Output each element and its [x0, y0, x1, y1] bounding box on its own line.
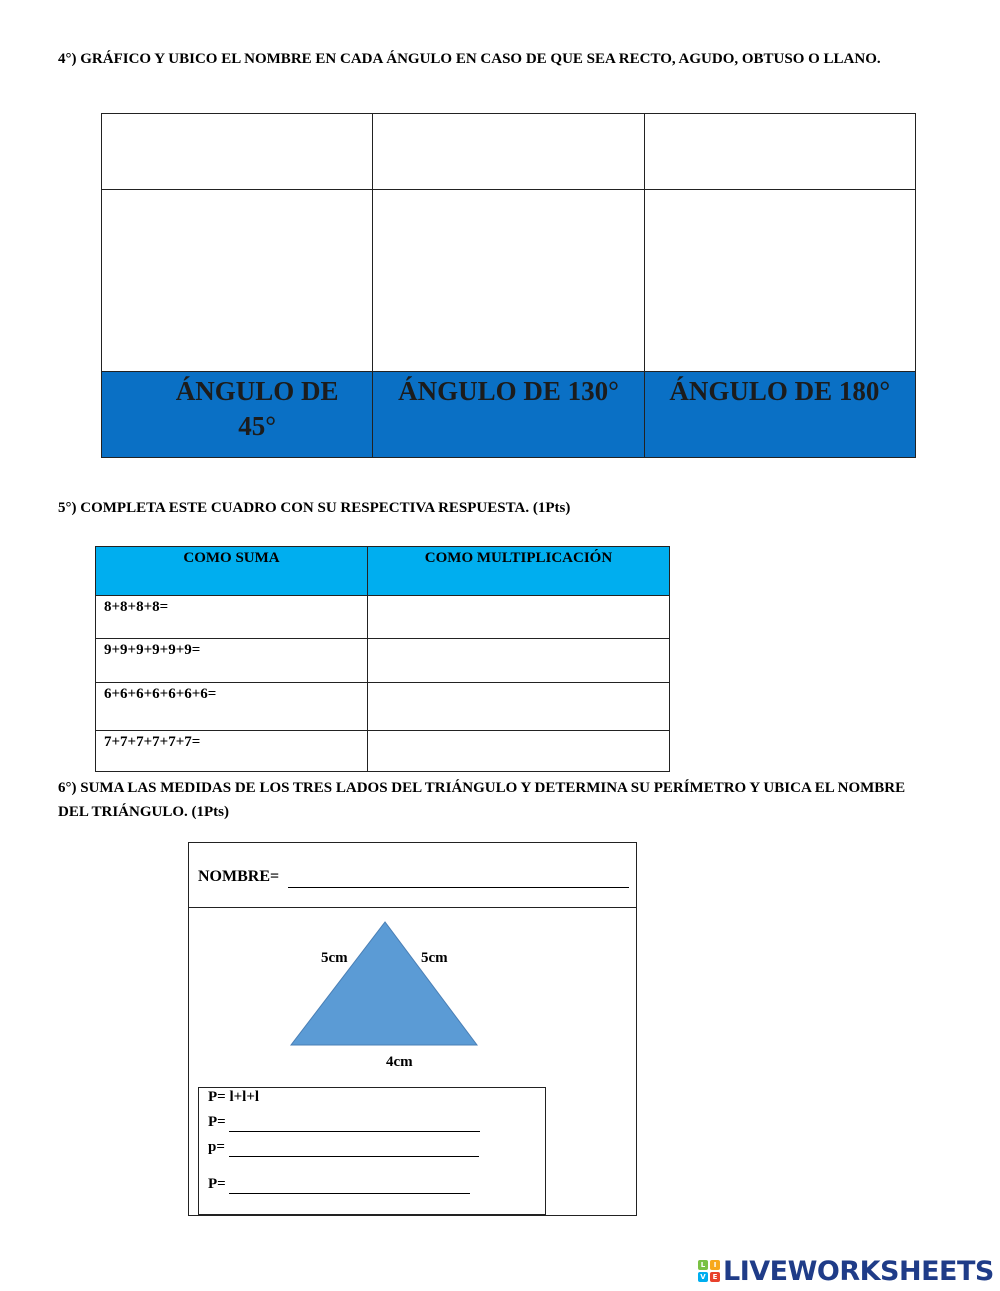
perimeter-line-3[interactable] [229, 1193, 470, 1194]
triangle-figure [189, 843, 638, 1087]
perimeter-line-2-label: p= [208, 1139, 225, 1155]
side-right-label: 5cm [421, 950, 448, 966]
isosceles-triangle [291, 922, 477, 1045]
name-label: NOMBRE= [198, 868, 280, 885]
sum-expression-2: 9+9+9+9+9+9= [96, 639, 368, 683]
perimeter-line-2[interactable] [229, 1156, 479, 1157]
angle-drawing-cell-2[interactable] [373, 190, 644, 372]
angle-cell-top-2[interactable] [373, 114, 644, 190]
perimeter-line-1-label: P= [208, 1114, 226, 1130]
sum-multiplication-table [95, 546, 670, 766]
angle-cell-top-3[interactable] [644, 114, 915, 190]
header-como-suma: COMO SUMA [96, 547, 368, 596]
angle-label-180: ÁNGULO DE 180° [644, 372, 915, 458]
multiplication-answer-2[interactable] [368, 639, 670, 683]
perimeter-formula: P= l+l+l [208, 1089, 260, 1105]
triangle-box [188, 842, 637, 1216]
liveworksheets-logo [698, 1256, 994, 1286]
sum-expression-4: 7+7+7+7+7+7= [96, 731, 368, 772]
sum-expression-3: 6+6+6+6+6+6+6= [96, 683, 368, 731]
angle-drawing-cell-3[interactable] [644, 190, 915, 372]
logo-text: LIVEWORKSHEETS [723, 1255, 994, 1287]
angle-drawing-cell-1[interactable] [102, 190, 373, 372]
header-como-multiplicacion: COMO MULTIPLICACIÓN [368, 547, 670, 596]
perimeter-line-1[interactable] [229, 1131, 480, 1132]
question-6-title: 6°) SUMA LAS MEDIDAS DE LOS TRES LADOS DEL TRIÁNGULO Y DETERMINA SU PERÍMETRO Y UBICA EL NOMBRE DEL TRIÁNGULO. (1Pts) [58, 780, 906, 820]
perimeter-box [198, 1087, 546, 1215]
question-4-title: 4°) GRÁFICO Y UBICO EL NOMBRE EN CADA ÁNGULO EN CASO DE QUE SEA RECTO, AGUDO, OBTUSO O LLANO. [58, 51, 881, 67]
angle-cell-top-1[interactable] [102, 114, 373, 190]
base-label: 4cm [386, 1054, 413, 1070]
angle-table [101, 113, 916, 458]
angle-label-45: ÁNGULO DE 45° [102, 372, 373, 458]
logo-mark-icon: L I V E [698, 1260, 720, 1282]
multiplication-answer-4[interactable] [368, 731, 670, 772]
sum-expression-1: 8+8+8+8= [96, 596, 368, 639]
multiplication-answer-3[interactable] [368, 683, 670, 731]
multiplication-answer-1[interactable] [368, 596, 670, 639]
angle-label-130: ÁNGULO DE 130° [373, 372, 644, 458]
perimeter-line-3-label: P= [208, 1176, 226, 1192]
side-left-label: 5cm [321, 950, 348, 966]
question-5-title: 5°) COMPLETA ESTE CUADRO CON SU RESPECTIVA RESPUESTA. (1Pts) [58, 500, 571, 516]
